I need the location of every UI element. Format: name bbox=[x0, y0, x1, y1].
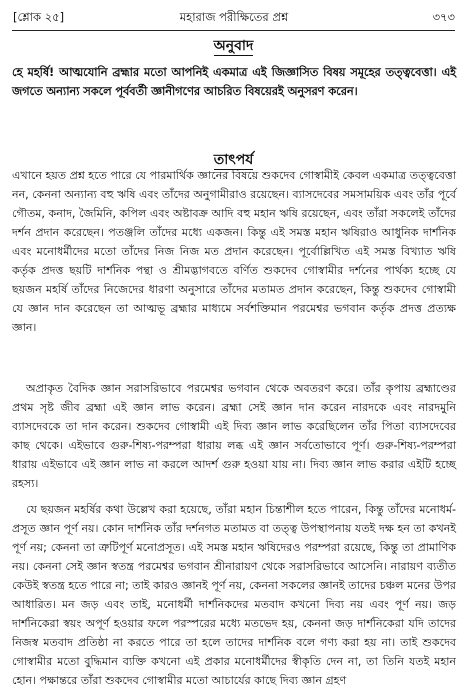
running-header bbox=[13, 6, 455, 28]
purport-heading: তাৎপর্য bbox=[213, 152, 254, 168]
translation-heading: অনুবাদ bbox=[213, 38, 254, 54]
page-number: ৩৭৩ bbox=[432, 10, 455, 24]
header-rule bbox=[12, 30, 455, 31]
purport-paragraph-1: এখানে হয়ত প্রশ্ন হতে পারে যে পারমার্থিক জ্ঞানের বিষয়ে শুকদেব গোস্বামীই কেবল একমাত্র তত্ত্ববেত্তা নন, কেননা অন্যান্য বহু ঋষি এবং তাঁদের অনুগামীরাও রয়েছেন। ব্যাসদেবের সমসাময়িক এবং তাঁর পূর্বে গৌতম, কনাদ, জৈমিনি, কপিল এবং অষ্টাবক্র আদি বহু মহান ঋষি রয়েছেন, এবং তাঁরা সকলেই তাঁদের দর্শন প্রদান করেছেন। পতঞ্জলি তাঁদের মধ্যে একজন। কিন্তু এই সমস্ত মহান ঋষিরাও আধুনিক দার্শনিক এবং মনোধর্মীদের মতো তাঁদের নিজ নিজ মত প্রদান করেছেন। পূর্বোল্লিখিত এই সমস্ত বিখ্যাত ঋষি কর্তৃক প্রদত্ত ছয়টি দার্শনিক পন্থা ও শ্রীমদ্ভাগবতে বর্ণিত শুকদেব গোস্বামীর দর্শনের পার্থক্য হচ্ছে যে ছয়জন মহর্ষি তাঁদের নিজেদের ধারণা অনুসারে তাঁদের মতামত প্রদান করেছেন, কিন্তু শুকদেব গোস্বামী যে জ্ঞান দান করেছেন তা আত্মভূ ব্রহ্মার মাধ্যমে সর্বশক্তিমান পরমেশ্বর ভগবান কর্তৃক প্রদত্ত প্রত্যক্ষ জ্ঞান। bbox=[12, 169, 456, 334]
verse-reference: [শ্লোক ২৫] bbox=[13, 10, 65, 24]
purport-paragraph-3: যে ছয়জন মহর্ষির কথা উল্লেখ করা হয়েছে, তাঁরা মহান চিন্তাশীল হতে পারেন, কিন্তু তাঁদের মনোধর্ম-প্রসূত জ্ঞান পূর্ণ নয়। কোন দার্শনিক তাঁর দর্শনগত মতামত বা তত্ত্ব উপস্থাপনায় যতই দক্ষ হন তা কখনই পূর্ণ নয়; কেননা তা ত্রুটিপূর্ণ মনোপ্রসূত। এই সমস্ত মহান ঋষিদেরও পরম্পরা রয়েছে, কিন্তু তা প্রামাণিক নয়। কেননা সেই জ্ঞান স্বতন্ত্র পরমেশ্বর ভগবান শ্রীনারায়ণ থেকে সরাসরিভাবে আসেনি। নারায়ণ ব্যতীত কেউই স্বতন্ত্র হতে পারে না; তাই কারও জ্ঞানই পূর্ণ নয়, কেননা সকলের জ্ঞানই তাদের চঞ্চল মনের উপর আধারিত। মন জড় এবং তাই, মনোধর্মী দার্শনিকদের মতবাদ কখনো দিব্য নয় এবং পূর্ণ নয়। জড় দার্শনিকেরা স্বয়ং অপূর্ণ হওয়ার ফলে পরস্পরের মধ্যে মতভেদ হয়, কেননা জড় দার্শনিকেরা যদি তাদের নিজস্ব মতবাদ প্রতিষ্ঠা না করতে পারে তা হলে তাদের দার্শনিক বলে গণ্য করা হয় না। তাই শুকদেব গোস্বামীর মতো বুদ্ধিমান ব্যক্তি কখনো এই প্রকার মনোধর্মীদের স্বীকৃতি দেন না, তা তিনি যতই মহান হোন। পক্ষান্তরে তাঁরা শুকদেব গোস্বামীর মতো আচার্যের কাছে দিব্য জ্ঞান গ্রহণ bbox=[12, 503, 456, 687]
translation-text: হে মহর্ষি! আত্মযোনি ব্রহ্মার মতো আপনিই একমাত্র এই জিজ্ঞাসিত বিষয় সমূহের তত্ত্ববেত্তা। এই জগতে অন্যান্য সকলে পূর্ববর্তী জ্ঞানীগণের আচরিত বিষয়েরই অনুসরণ করেন। bbox=[12, 65, 456, 98]
chapter-title: মহারাজ পরীক্ষিতের প্রশ্ন bbox=[179, 10, 289, 24]
purport-paragraph-2: অপ্রাকৃত বৈদিক জ্ঞান সরাসরিভাবে পরমেশ্বর ভগবান থেকে অবতরণ করে। তাঁর কৃপায় ব্রহ্মাণ্ডের প্রথম সৃষ্ট জীব ব্রহ্মা এই জ্ঞান লাভ করেন। ব্রহ্মা সেই জ্ঞান দান করেন নারদকে এবং নারদমুনি ব্যাসদেবকে তা দান করেন। শুকদেব গোস্বামী এই দিব্য জ্ঞান লাভ করেছিলেন তাঁর পিতা ব্যাসদেবের কাছ থেকে। এইভাবে গুরু-শিষ্য-পরম্পরা ধারায় লব্ধ এই জ্ঞান সর্বতোভাবে পূর্ণ। গুরু-শিষ্য-পরম্পরা ধারায় এইভাবে এই জ্ঞান লাভ না করলে আদর্শ গুরু হওয়া যায় না। দিব্য জ্ঞান লাভ করার এইটি হচ্ছে রহস্য। bbox=[12, 382, 456, 490]
